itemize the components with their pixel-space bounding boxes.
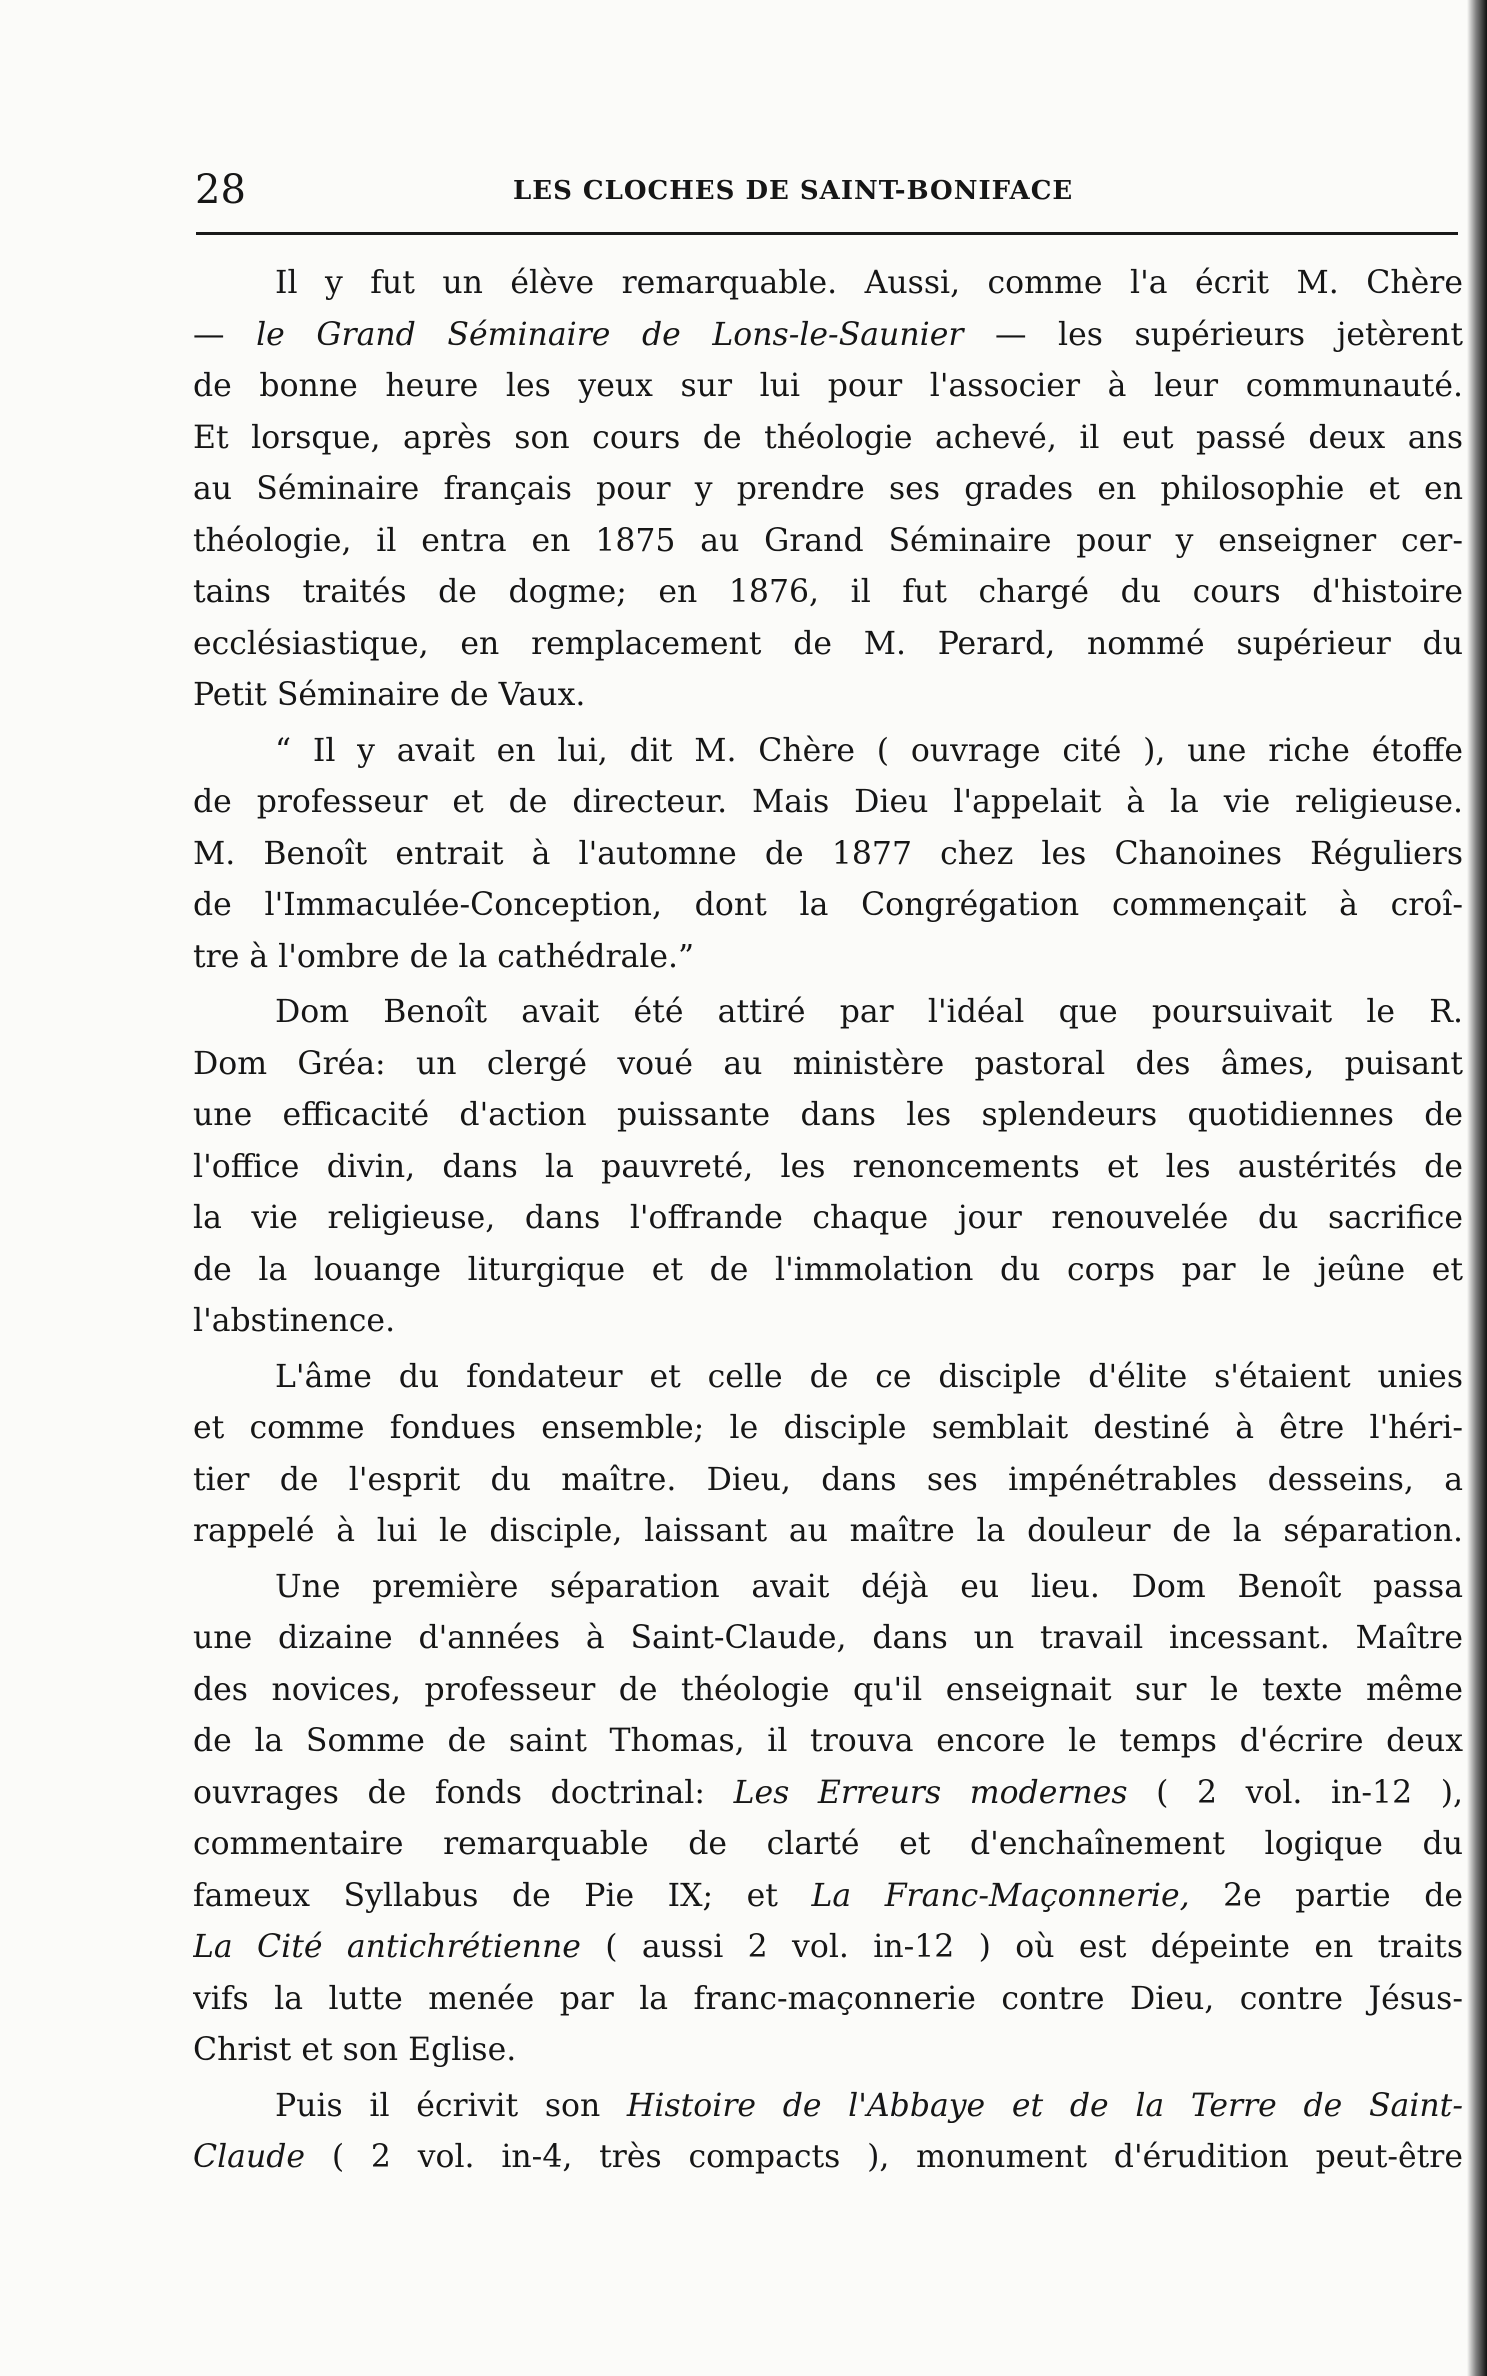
text-line: l'office divin, dans la pauvreté, les renoncements et les austérités de bbox=[193, 1148, 1463, 1185]
italic-title: La Franc-Maçonnerie, bbox=[811, 1877, 1190, 1914]
paragraph bbox=[193, 987, 1463, 1348]
text-line: de professeur et de directeur. Mais Dieu l'appelait à la vie religieuse. bbox=[193, 784, 1463, 820]
text-line: L'âme du fondateur et celle de ce disciple d'élite s'étaient unies bbox=[275, 1358, 1463, 1395]
page-number: 28 bbox=[195, 167, 246, 213]
text-line: l'abstinence. bbox=[193, 1303, 396, 1339]
text-line: Christ et son Eglise. bbox=[193, 2032, 517, 2068]
text-line: de la louange liturgique et de l'immolation du corps par le jeûne et bbox=[193, 1251, 1463, 1288]
text-line: tre à l'ombre de la cathédrale.” bbox=[193, 938, 695, 975]
text-line: Dom Benoît avait été attiré par l'idéal que poursuivait le R. bbox=[275, 994, 1463, 1030]
text-line: commentaire remarquable de clarté et d'enchaînement logique du bbox=[193, 1826, 1463, 1862]
body-text bbox=[193, 258, 1463, 2188]
text-line: la vie religieuse, dans l'offrande chaque jour renouvelée du sacrifice bbox=[193, 1200, 1463, 1236]
text-line: tier de l'esprit du maître. Dieu, dans ses impénétrables desseins, a bbox=[193, 1461, 1463, 1498]
text-line: au Séminaire français pour y prendre ses grades en philosophie et en bbox=[193, 471, 1463, 507]
text-line: de bonne heure les yeux sur lui pour l'associer à leur communauté. bbox=[193, 368, 1463, 404]
text-line: Et lorsque, après son cours de théologie achevé, il eut passé deux ans bbox=[193, 419, 1463, 456]
text-line: ouvrages de fonds doctrinal: Les Erreurs modernes ( 2 vol. in-12 ), bbox=[193, 1774, 1463, 1811]
italic-title: Claude bbox=[193, 2139, 306, 2175]
page-header bbox=[195, 165, 1460, 215]
header-rule bbox=[196, 232, 1458, 235]
paragraph bbox=[193, 258, 1463, 722]
text-line: une efficacité d'action puissante dans les splendeurs quotidiennes de bbox=[193, 1097, 1463, 1133]
text-line: Petit Séminaire de Vaux. bbox=[193, 677, 586, 713]
text-line: — le Grand Séminaire de Lons-le-Saunier — les supérieurs jetèrent bbox=[193, 316, 1463, 353]
text-line: tains traités de dogme; en 1876, il fut chargé du cours d'histoire bbox=[193, 574, 1463, 610]
text-line: Une première séparation avait déjà eu lieu. Dom Benoît passa bbox=[275, 1568, 1463, 1605]
text-line: “ Il y avait en lui, dit M. Chère ( ouvrage cité ), une riche étoffe bbox=[275, 732, 1463, 769]
text-line: rappelé à lui le disciple, laissant au maître la douleur de la séparation. bbox=[193, 1513, 1463, 1549]
paragraph bbox=[193, 1562, 1463, 2077]
text-line: et comme fondues ensemble; le disciple semblait destiné à être l'héri- bbox=[193, 1410, 1463, 1446]
text-line: Puis il écrivit son Histoire de l'Abbaye et de la Terre de Saint- bbox=[275, 2087, 1463, 2124]
text-line: une dizaine d'années à Saint-Claude, dans un travail incessant. Maître bbox=[193, 1620, 1463, 1656]
italic-title: Les Erreurs modernes bbox=[733, 1774, 1128, 1811]
paragraph bbox=[193, 726, 1463, 984]
paragraph bbox=[193, 1352, 1463, 1558]
text-line: ecclésiastique, en remplacement de M. Perard, nommé supérieur du bbox=[193, 625, 1463, 662]
text-line: de la Somme de saint Thomas, il trouva encore le temps d'écrire deux bbox=[193, 1723, 1463, 1759]
text-line: fameux Syllabus de Pie IX; et La Franc-Maçonnerie, 2e partie de bbox=[193, 1877, 1463, 1914]
italic-title: le Grand Séminaire de Lons-le-Saunier bbox=[256, 316, 964, 353]
italic-title: Histoire de l'Abbaye et de la Terre de Saint- bbox=[626, 2087, 1463, 2124]
text-line: Claude ( 2 vol. in-4, très compacts ), monument d'érudition peut-être bbox=[193, 2139, 1463, 2175]
text-line: Dom Gréa: un clergé voué au ministère pastoral des âmes, puisant bbox=[193, 1045, 1463, 1082]
paragraph bbox=[193, 2081, 1463, 2184]
italic-title: La Cité antichrétienne bbox=[193, 1929, 581, 1965]
running-title: LES CLOCHES DE SAINT-BONIFACE bbox=[513, 176, 1074, 206]
text-line: La Cité antichrétienne ( aussi 2 vol. in-12 ) où est dépeinte en traits bbox=[193, 1929, 1463, 1965]
text-line: M. Benoît entrait à l'automne de 1877 chez les Chanoines Réguliers bbox=[193, 835, 1463, 872]
text-line: des novices, professeur de théologie qu'il enseignait sur le texte même bbox=[193, 1671, 1463, 1708]
text-line: de l'Immaculée-Conception, dont la Congrégation commençait à croî- bbox=[193, 887, 1463, 923]
text-line: théologie, il entra en 1875 au Grand Séminaire pour y enseigner cer- bbox=[193, 522, 1463, 559]
binding-edge-shadow bbox=[1467, 0, 1487, 2376]
text-line: vifs la lutte menée par la franc-maçonnerie contre Dieu, contre Jésus- bbox=[193, 1980, 1463, 2017]
text-line: Il y fut un élève remarquable. Aussi, comme l'a écrit M. Chère bbox=[275, 265, 1463, 301]
